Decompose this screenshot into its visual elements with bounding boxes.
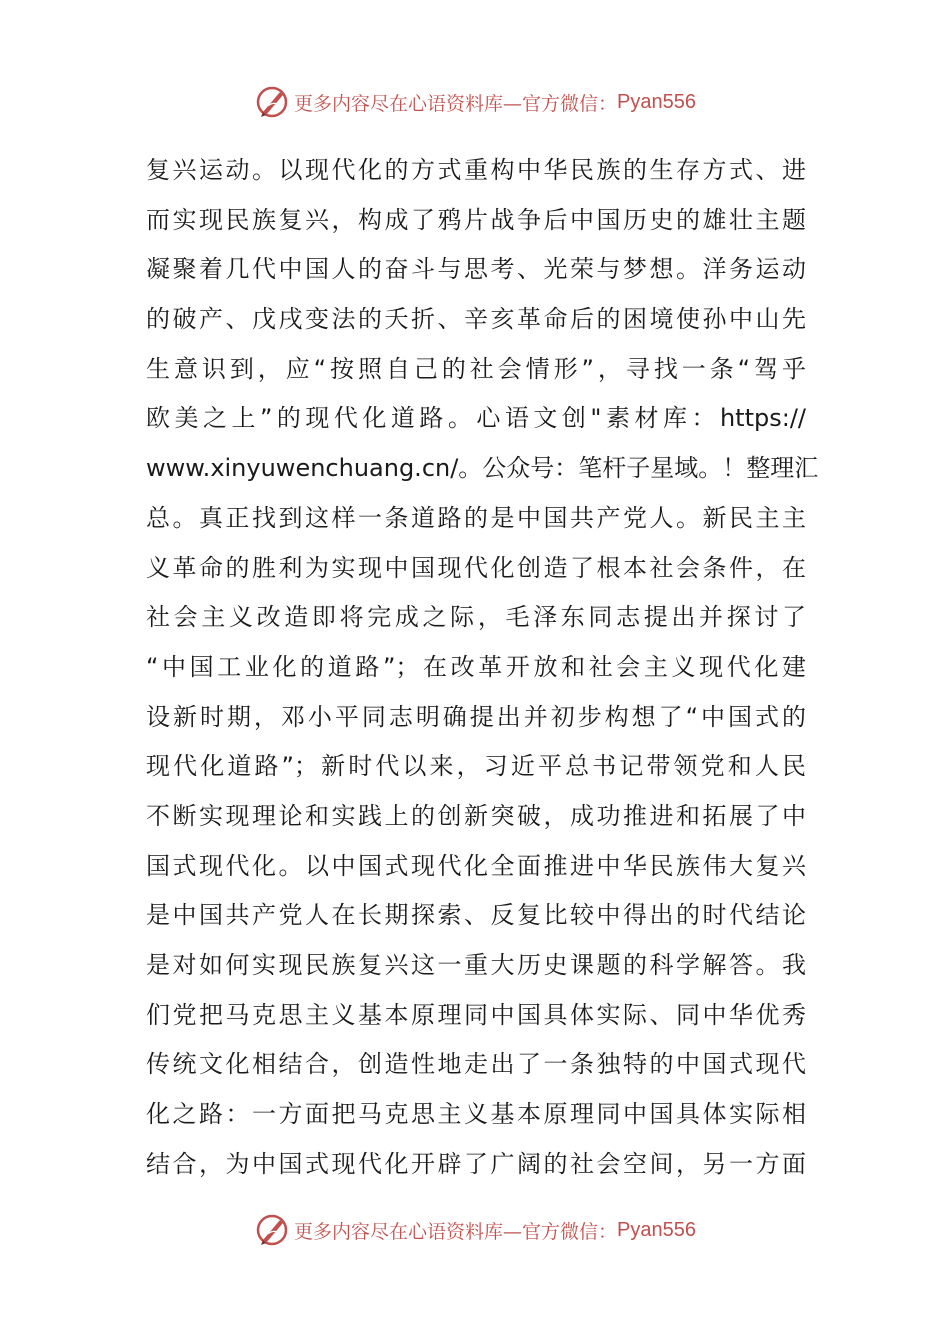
text-line: 而实现民族复兴，构成了鸦片战争后中国历史的雄壮主题 [146, 205, 806, 234]
text-line: 义革命的胜利为实现中国现代化创造了根本社会条件，在 [146, 553, 806, 582]
footer-wechat-id: Pyan556 [617, 1218, 696, 1241]
text-line: 们党把马克思主义基本原理同中国具体实际、同中华优秀 [146, 1000, 806, 1029]
text-line: 化之路：一方面把马克思主义基本原理同中国具体实际相 [146, 1100, 806, 1129]
text-line: 总。真正找到这样一条道路的是中国共产党人。新民主主 [146, 503, 806, 532]
footer-banner-text: 更多内容尽在心语资料库—官方微信： [294, 1220, 618, 1243]
header-wechat-id: Pyan556 [617, 90, 696, 113]
text-line: 现代化道路”；新时代以来，习近平总书记带领党和人民 [146, 752, 806, 781]
text-line: 生意识到，应“按照自己的社会情形”，寻找一条“驾乎 [146, 354, 806, 383]
text-line: www.xinyuwenchuang.cn/。公众号：笔杆子星域。！整理汇 [146, 454, 819, 483]
text-line: 传统文化相结合，创造性地走出了一条独特的中国式现代 [146, 1050, 806, 1079]
body-text [146, 146, 819, 1189]
text-line: 的破产、戊戌变法的夭折、辛亥革命后的困境使孙中山先 [146, 305, 806, 334]
text-line: 是中国共产党人在长期探索、反复比较中得出的时代结论 [146, 901, 806, 930]
text-line: 结合，为中国式现代化开辟了广阔的社会空间，另一方面 [146, 1149, 806, 1178]
text-line: 复兴运动。以现代化的方式重构中华民族的生存方式、进 [146, 156, 806, 184]
pen-logo-icon [254, 1212, 290, 1248]
text-line: 凝聚着几代中国人的奋斗与思考、光荣与梦想。洋务运动 [146, 255, 806, 284]
header-banner-text: 更多内容尽在心语资料库—官方微信： [294, 92, 618, 115]
text-line: 是对如何实现民族复兴这一重大历史课题的科学解答。我 [146, 951, 806, 979]
text-line: 国式现代化。以中国式现代化全面推进中华民族伟大复兴 [146, 851, 806, 880]
text-line: 社会主义改造即将完成之际，毛泽东同志提出并探讨了 [146, 603, 806, 632]
footer-banner [0, 1208, 950, 1252]
text-line: 不断实现理论和实践上的创新突破，成功推进和拓展了中 [146, 801, 806, 830]
pen-logo-icon [254, 84, 290, 120]
text-line: “中国工业化的道路”；在改革开放和社会主义现代化建 [146, 652, 806, 681]
header-banner [0, 80, 950, 124]
text-line: 设新时期，邓小平同志明确提出并初步构想了“中国式的 [146, 702, 806, 731]
text-line: 欧美之上”的现代化道路。心语文创"素材库：https:// [146, 404, 806, 433]
